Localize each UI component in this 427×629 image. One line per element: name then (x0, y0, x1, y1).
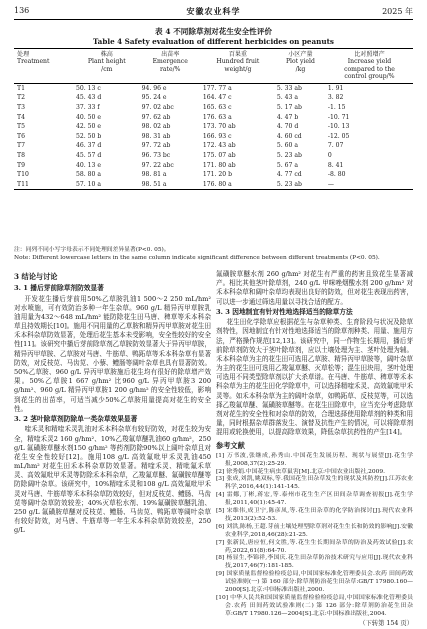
table-row (14, 112, 413, 122)
table-cell: 4. 70 d (276, 123, 299, 131)
table-cell: — (327, 180, 335, 188)
table-row (14, 93, 413, 103)
table-cell: 40. 13 e (76, 161, 101, 169)
journal-title: 安徽农业科学 (186, 6, 241, 16)
paragraph-3-1: 开发花生播后芽前用50%乙草胺乳油1 500～2 250 mL/hm² 对水喷施，可有效防治多种一年生杂草。960 g/L 精异丙甲草胺乳油用量为432～648 mL/hm² 能防除花生田马唐、稗草等禾本科杂草且持效期长[10]。施用不同用量的乙草胺和精异丙甲草胺对花生田禾本科杂草防效显著，处理后花生基本未受影响，安全性较好的安全性[11]。该研究中播后芽前除草剂乙草胺防效显著大于异丙甲草胺，精异丙甲草胺、乙草胺对马唐、牛筋草、鸭跖草等禾本科杂草有显著防效，对反枝苋、马齿苋、小藜、鳢肠等阔叶杂草也具有显著防效。50%乙草胺、960 g/L 异丙甲草胺施后花生均有很好的除草增产效果。50%乙草胺1 667 g/hm² 比960 g/L 异丙甲草胺3 200 g/hm²、960 g/L 精异丙甲草胺1 200 g/hm² 的安全性较低，影响到花生的出苗率，可适当减少50%乙草胺用量提高对花生的安全性。 (14, 294, 211, 413)
page-number: 136 (14, 6, 30, 15)
table-header-row (14, 49, 413, 84)
column-header-line: rate/% (159, 65, 181, 73)
column-header-line: 株高 (100, 51, 113, 58)
reference-item: [7] 张新民,唐应恒,何文胜,等.花生生长期间杂草的防治及药效试验[J].农药,2022,61(8):64-70. (216, 539, 413, 554)
table-cell: 0 (327, 151, 332, 159)
subsection-heading-3-2: 3. 2 茎叶除草剂防除单一类杂草效果显著 (14, 414, 138, 423)
table-row (14, 160, 413, 170)
column-header-line: 处理 (17, 51, 30, 58)
table-cell: -1. 15 (327, 103, 346, 111)
table-cell: 3. 82 (327, 94, 344, 102)
table-cell: 45. 43 d (76, 94, 102, 102)
reference-item: [1] 万书波,张继成,孙秀山.中国花生发展历程、现状与展望[J].花生学报,2008,37(2):25-29. (216, 452, 413, 467)
table-cell: 52. 50 b (76, 132, 102, 140)
table-cell: T9 (17, 161, 25, 169)
column-header-line: Plant height (87, 58, 126, 66)
reference-item: [5] 宋维伟,成卫宁,陈彦凤,等.花生田杂草的化学防治探讨[J].现代农业科技,2013(2):52-53. (216, 508, 413, 522)
table-cell: 98. 51 a (141, 180, 167, 188)
table-cell: 4. 47 b (276, 113, 299, 121)
column-header-line: Increase yield (347, 58, 392, 66)
table-cell: 8. 41 (327, 161, 344, 169)
table-cell: 176. 63 a (202, 113, 232, 121)
column-header-line: 比对照增产 (354, 51, 385, 58)
table-cell: 166. 93 c (202, 132, 232, 140)
column-header (201, 49, 275, 84)
reference-item: [3] 张成,刘凯,姚双标,等.我国花生田杂草发生的现状及其防控[J].江苏农业科学,2016,44(1):141-145. (216, 476, 413, 491)
table-cell: 1. 91 (327, 84, 344, 92)
table-note-cn: 注：同列不同小写字母表示不同处理间差异显著(P<0. 05)。 (14, 247, 170, 253)
table-cell: 96. 73 bc (141, 151, 171, 159)
table-cell: T2 (17, 94, 25, 102)
paragraph-3-2: 喹禾灵和精喹禾灵乳油对禾本科杂草有较好防效，对花生较为安全，精喹禾灵2 160 g/hm²、10%乙羧氟草醚乳油60 g/hm²，250 g/L 氟磺胺草醚水剂150 g/hm² 等药剂防除90%以上阔叶杂草且对花生安全性较好[12]。施用108 g/L 高效氟吡甲禾灵乳油450 mL/hm² 对花生田禾本科杂草防效显著。精喹禾灵、精吡氟禾草灵、高效氟吡甲禾灵等防除禾本科杂草，乙羧氟草醚、氟磺胺草醚等防除阔叶杂草。该研究中，10%精喹禾灵和108 g/L 高效氟吡甲禾灵对马唐、牛筋草等禾本科杂草防效较好，但对反枝苋、鳢肠、马齿苋等阔叶杂草防效较差；40%灭草松水剂、19%氟磺胺草醚乳油、250 g/L 氟磺胺草醚对反枝苋、鳢肠、马齿苋、鸭跖草等阔叶杂草有较好防效，对马唐、牛筋草等一年生禾本科杂草防效较差，250 g/L (14, 425, 211, 535)
column-header (14, 49, 74, 84)
column-header-line: Hundred fruit (216, 58, 260, 66)
table-cell: T6 (17, 132, 25, 140)
table-cell: 5. 23 ab (276, 151, 302, 159)
table-cell: 45. 57 d (76, 151, 102, 159)
column-header-line: Treatment (17, 58, 50, 66)
table-cell: 98. 02 ab (141, 123, 171, 131)
column-header-line: control group/% (344, 73, 395, 81)
table-cell: 50. 13 c (76, 84, 101, 92)
table-cell: 40. 50 e (76, 113, 101, 121)
table-cell: 171. 80 ab (202, 161, 236, 169)
table-cell: T7 (17, 142, 25, 150)
continued-note: （下转第 154 页） (359, 619, 413, 627)
table-caption-cn: 表 4 不同除草剂对花生安全性评价 (155, 27, 272, 36)
table-cell: T8 (17, 151, 25, 159)
table-cell: 46. 37 d (76, 142, 102, 150)
reference-item: [9] 国家质量监督检验检疫总局,中国国家标准化管理委员会.农药 田间药效试验准则(一) 第 160 部分:除草剂防治花生田杂草:GB/T 17980.160—2000[S].北京:中国标准出版社,2000. (216, 571, 413, 594)
right-column (216, 270, 413, 629)
table-note-en: Note: Different lowercase letters in the same column indicate significant difference between different treatments (P<0. 05). (14, 254, 380, 261)
table-row (14, 151, 413, 161)
safety-evaluation-table (14, 48, 413, 190)
table-cell: 58. 80 a (76, 171, 101, 179)
table-cell: T11 (17, 180, 29, 188)
table-cell: 172. 43 ab (202, 142, 236, 150)
table-cell: 175. 07 ab (202, 151, 236, 159)
column-header-line: compared to the (344, 65, 395, 73)
issue-year: 2025 年 (382, 7, 413, 16)
reference-item: [6] 刘洪,陈杨,王超.芽前土壤处理型除草剂对花生生长和防效的影响[J].安徽农业科学,2018,46(28):21-25. (216, 523, 413, 538)
reference-item: [8] 杨显生,李锦祥,李国庆.花生田杂草防治技术研究与应用[J].现代农业科技,2017,46(7):181-185. (216, 555, 413, 570)
table-cell: 171. 20 b (202, 171, 232, 179)
table-cell: T10 (17, 171, 29, 179)
subsection-heading-3-1: 3. 1 播后芽前除草剂防效显著 (14, 284, 104, 293)
column-header-line: /kg (295, 65, 306, 73)
table-row (14, 180, 413, 190)
reference-item: [10] 中华人民共和国国家质量监督检验检疫总局,中国国家标准化管理委员会.农药 田间药效试验准则(二) 第 126 部分:除草剂防治花生田杂草:GB/T 17980.126—2004[S].北京:中国标准出版社,2004. (216, 595, 413, 617)
table-cell: 5. 60 a (276, 142, 298, 150)
table-cell: 176. 80 a (202, 180, 232, 188)
column-header-line: Emergence (152, 58, 188, 66)
table-cell: T1 (17, 84, 25, 92)
table-cell: 98. 81 a (141, 171, 167, 179)
column-header-line: 出苗率 (161, 51, 180, 58)
table-cell: 5. 67 a (276, 161, 298, 169)
table-cell: 173. 70 ab (202, 123, 236, 131)
table-cell: 97. 72 ab (141, 142, 171, 150)
reference-item: [4] 雷娜,丁彬,蒋宏,等.泰州市花生生产区田间杂草调查初报[J].花生学报,2011,40(1):45-47. (216, 492, 413, 507)
column-header-line: weight/g (224, 65, 252, 73)
table-cell: 177. 77 a (202, 84, 232, 92)
table-row (14, 132, 413, 142)
column-header (275, 49, 326, 84)
table-cell: 5. 17 ab (276, 103, 302, 111)
table-cell: 97. 02 abc (141, 103, 174, 111)
table-cell: 97. 62 ab (141, 113, 171, 121)
table-row (14, 170, 413, 180)
column-header (326, 49, 413, 84)
table-cell: 165. 63 c (202, 103, 232, 111)
reference-item: [2] 徐秀娟.中国花生病虫草鼠害[M].北京:中国农业出版社,2009. (216, 468, 386, 475)
paragraph-continued: 氟磺胺草醚水剂 260 g/hm² 对花生有严重的药害且致花生显著减产。相比其他茎叶除草剂，240 g/L 甲咪唑烟酸水剂 200 g/hm² 对禾本科杂草和阔叶杂草均表现出良好的防效，但对花生表现出药害，可以进一步通过筛选用量以寻找合适的配方。 (216, 270, 413, 306)
table-cell: 94. 96 e (141, 84, 167, 92)
subsection-heading-3-3: 3. 3 因地制宜有针对性地选择适当的除草方法 (216, 307, 353, 316)
table-cell: 7. 07 (327, 142, 344, 150)
table-caption-en: Table 4 Safety evaluation of different herbicides on peanuts (93, 37, 334, 46)
table-cell: 95. 24 e (141, 94, 167, 102)
table-cell: 98. 31 ab (141, 132, 171, 140)
table-cell: 4. 77 cd (276, 171, 302, 179)
references-list (216, 453, 413, 619)
table-cell: 37. 33 f (76, 103, 100, 111)
table-cell: T4 (17, 113, 25, 121)
table-cell: -12. 05 (327, 132, 350, 140)
table-cell: -10. 71 (327, 113, 350, 121)
table-cell: T5 (17, 123, 25, 131)
header-rule (14, 19, 413, 20)
running-header (14, 6, 413, 18)
column-header-line: /cm (101, 65, 113, 73)
column-header-line: Plot yield (285, 58, 315, 66)
table-row (14, 103, 413, 113)
table-cell: 164. 47 c (202, 94, 232, 102)
references-heading: 参考文献 (216, 440, 245, 450)
table-cell: 5. 43 a (276, 94, 298, 102)
table-cell: -10. 13 (327, 123, 350, 131)
table-cell: -8. 80 (327, 171, 346, 179)
table-cell: 5. 33 ab (276, 84, 302, 92)
table-cell: 5. 23 ab (276, 180, 302, 188)
table-note (14, 247, 413, 262)
column-header-line: 小区产量 (288, 51, 313, 58)
column-header (140, 49, 201, 84)
table-cell: 57. 10 a (76, 180, 101, 188)
table-cell: 42. 50 e (76, 123, 101, 131)
column-header-line: 百果重 (228, 51, 248, 58)
left-column (14, 270, 211, 536)
section-heading-results: 3 结论与讨论 (14, 272, 58, 281)
table-row (14, 141, 413, 151)
column-header (74, 49, 140, 84)
table-cell: 4. 60 cd (276, 132, 302, 140)
table-cell: T3 (17, 103, 25, 111)
paragraph-3-3: 花生田化学除草应根据花生与杂草种类、生育阶段与状况及除草剂特性，因地制宜有针对性地选择适当的除草剂种类、用量、施用方法，严格操作规范[12,13]。该研究中，同一作物生长期用，播后芽前除草剂防效大于茎叶除草剂，应以土壤处理为主、茎叶处理为辅。禾本科杂草为主的花生田可选用乙草胺、精异丙甲草胺等，阔叶杂草为主的花生田可选用乙羧氟草醚、灭草松等；混生田块用，茎叶处理可选用不同类型除草剂以扩大杀草谱。在马唐、牛筋草、稗草等禾本科杂草为主的花生田化学除草中，可以选择精喹禾灵、高效氟吡甲禾灵等。如禾本科杂草为主的阔叶杂草，如鸭跖草、反枝苋等，可以选择乙羧氟草醚、氟磺胺草醚等。在花生田除草中，应当充分考虑除草剂对花生的安全性和对杂草的防效，合理选择使用除草剂的种类和用量，同时根据杂草群落发生、演替及抗性产生的情况，可以将除草剂混用或轮换使用，以提高除草效果，降低杂草抗药性的产生[14]。 (216, 318, 413, 437)
table-row (14, 83, 413, 93)
table-body (14, 83, 413, 190)
table-cell: 97. 22 abc (141, 161, 174, 169)
table-row (14, 122, 413, 132)
